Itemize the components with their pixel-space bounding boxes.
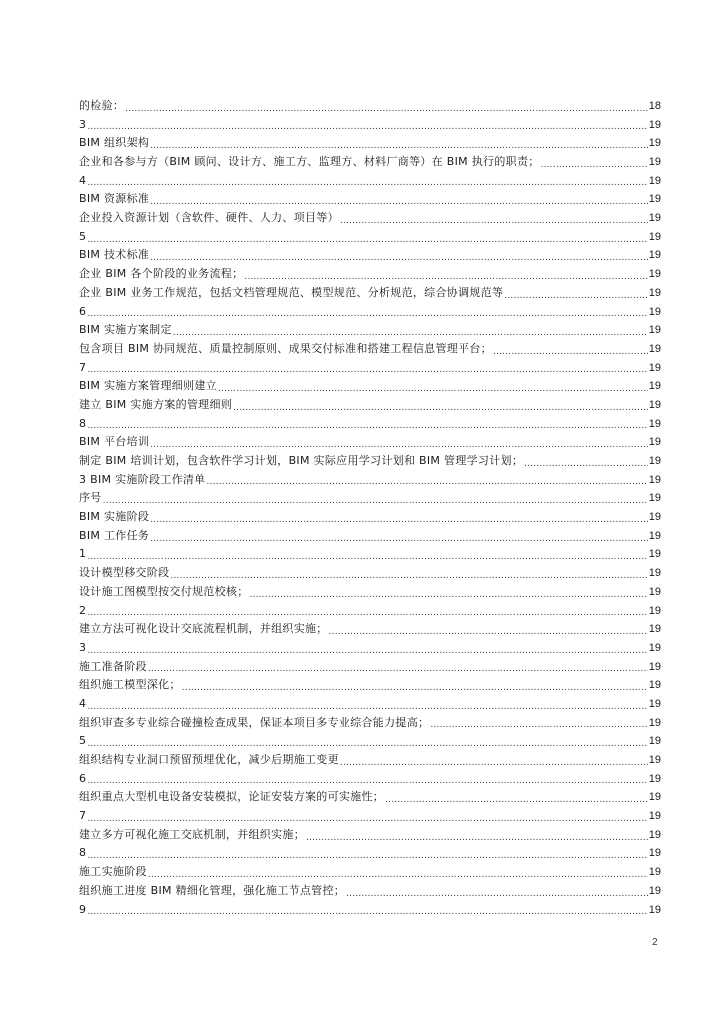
toc-entry-title: 2	[79, 603, 87, 617]
toc-dot-leader	[86, 770, 647, 789]
toc-entry-page-number: 19	[648, 810, 661, 823]
toc-dot-leader	[345, 882, 648, 901]
toc-entry[interactable]	[79, 116, 661, 135]
toc-entry-title: 3	[79, 640, 87, 654]
toc-entry-title: 组织审查多专业综合碰撞检查成果，保证本项目多专业综合能力提高；	[79, 715, 430, 729]
toc-entry-title: BIM 工作任务	[79, 528, 150, 542]
toc-entry[interactable]	[79, 97, 661, 116]
toc-entry[interactable]	[79, 377, 661, 396]
toc-entry-page-number: 19	[648, 342, 661, 355]
toc-entry-title: 8	[79, 846, 87, 860]
toc-entry-title: 5	[79, 229, 87, 243]
toc-entry[interactable]	[79, 845, 661, 864]
toc-entry-title: 制定 BIM 培训计划，包含软件学习计划，BIM 实际应用学习计划和 BIM 管理学习计划；	[79, 454, 524, 468]
toc-dot-leader	[147, 658, 648, 677]
toc-dot-leader	[181, 676, 648, 695]
toc-dot-leader	[86, 228, 647, 247]
toc-entry-page-number: 19	[648, 249, 661, 262]
toc-entry-title: 6	[79, 304, 87, 318]
toc-dot-leader	[147, 863, 648, 882]
toc-entry-page-number: 19	[648, 791, 661, 804]
toc-entry[interactable]	[79, 340, 661, 359]
toc-dot-leader	[86, 415, 647, 434]
toc-dot-leader	[86, 602, 647, 621]
toc-entry-page-number: 19	[648, 679, 661, 692]
toc-entry-page-number: 19	[648, 697, 661, 710]
toc-entry[interactable]	[79, 788, 661, 807]
toc-entry-title: 7	[79, 360, 87, 374]
toc-entry[interactable]	[79, 134, 661, 153]
toc-entry-page-number: 19	[648, 828, 661, 841]
toc-dot-leader	[149, 134, 648, 153]
toc-entry[interactable]	[79, 676, 661, 695]
toc-entry-title: 4	[79, 696, 87, 710]
toc-dot-leader	[124, 97, 648, 116]
toc-dot-leader	[523, 452, 648, 471]
toc-entry-page-number: 19	[648, 847, 661, 860]
toc-entry[interactable]	[79, 153, 661, 172]
toc-entry-page-number: 19	[648, 398, 661, 411]
toc-entry-title: 设计施工图模型按交付规范校核；	[79, 584, 249, 598]
toc-entry-title: BIM 实施方案制定	[79, 323, 172, 337]
toc-dot-leader	[205, 471, 647, 490]
toc-entry[interactable]	[79, 471, 661, 490]
toc-entry[interactable]	[79, 695, 661, 714]
toc-entry[interactable]	[79, 489, 661, 508]
toc-entry-page-number: 19	[648, 529, 661, 542]
toc-dot-leader	[540, 153, 648, 172]
toc-entry[interactable]	[79, 882, 661, 901]
toc-entry[interactable]	[79, 508, 661, 527]
toc-entry-page-number: 19	[648, 174, 661, 187]
toc-entry-page-number: 19	[648, 324, 661, 337]
toc-entry-title: 序号	[79, 491, 102, 505]
toc-entry-title: 8	[79, 416, 87, 430]
toc-entry-title: 建立方法可视化设计交底流程机制，并组织实施；	[79, 622, 328, 636]
toc-entry[interactable]	[79, 527, 661, 546]
toc-entry-page-number: 19	[648, 567, 661, 580]
page-number: 2	[652, 937, 658, 948]
toc-entry-title: BIM 技术标准	[79, 248, 150, 262]
toc-dot-leader	[86, 845, 647, 864]
toc-entry-title: 组织施工进度 BIM 精细化管理，强化施工节点管控；	[79, 883, 346, 897]
toc-dot-leader	[149, 527, 648, 546]
toc-entry-title: 组织施工模型深化；	[79, 678, 181, 692]
toc-dot-leader	[86, 546, 647, 565]
toc-entry[interactable]	[79, 265, 661, 284]
toc-entry-page-number: 19	[648, 193, 661, 206]
toc-entry[interactable]	[79, 209, 661, 228]
toc-entry-page-number: 19	[648, 884, 661, 897]
toc-entry-page-number: 19	[648, 417, 661, 430]
toc-dot-leader	[429, 714, 647, 733]
toc-dot-leader	[86, 695, 647, 714]
toc-entry-title: 组织重点大型机电设备安装模拟，论证安装方案的可实施性；	[79, 790, 385, 804]
toc-entry-page-number: 19	[648, 156, 661, 169]
toc-dot-leader	[339, 751, 648, 770]
toc-entry-title: 6	[79, 771, 87, 785]
toc-entry-page-number: 19	[648, 380, 661, 393]
toc-dot-leader	[86, 359, 647, 378]
toc-dot-leader	[102, 489, 648, 508]
toc-entry-page-number: 19	[648, 604, 661, 617]
toc-dot-leader	[86, 732, 647, 751]
table-of-contents	[79, 97, 661, 919]
toc-dot-leader	[243, 265, 647, 284]
toc-entry-title: 5	[79, 734, 87, 748]
toc-entry[interactable]	[79, 190, 661, 209]
toc-dot-leader	[86, 901, 647, 920]
toc-entry[interactable]	[79, 602, 661, 621]
toc-entry-page-number: 19	[648, 548, 661, 561]
toc-entry-page-number: 19	[648, 473, 661, 486]
toc-entry[interactable]	[79, 284, 661, 303]
toc-dot-leader	[232, 396, 648, 415]
toc-entry-page-number: 19	[648, 455, 661, 468]
toc-dot-leader	[172, 321, 648, 340]
toc-entry-title: 的检验：	[79, 98, 125, 112]
toc-dot-leader	[86, 639, 647, 658]
toc-entry-title: 施工实施阶段	[79, 865, 147, 879]
toc-entry-title: 9	[79, 902, 87, 916]
toc-entry[interactable]	[79, 714, 661, 733]
toc-entry-title: 企业 BIM 业务工作规范，包括文档管理规范、模型规范、分析规范，综合协调规范等	[79, 285, 504, 299]
toc-entry-page-number: 19	[648, 286, 661, 299]
toc-entry-page-number: 19	[648, 623, 661, 636]
toc-entry-title: 7	[79, 809, 87, 823]
toc-entry-page-number: 19	[648, 305, 661, 318]
toc-entry-page-number: 19	[648, 436, 661, 449]
toc-entry-page-number: 19	[648, 772, 661, 785]
toc-entry-title: BIM 组织架构	[79, 136, 150, 150]
toc-entry-title: 建立多方可视化施工交底机制，并组织实施；	[79, 827, 305, 841]
toc-entry-page-number: 19	[648, 230, 661, 243]
toc-entry-title: BIM 平台培训	[79, 435, 150, 449]
toc-entry[interactable]	[79, 751, 661, 770]
toc-entry-page-number: 19	[648, 903, 661, 916]
toc-entry[interactable]	[79, 321, 661, 340]
toc-entry-title: 企业投入资源计划（含软件、硬件、人力、项目等）	[79, 211, 339, 225]
toc-dot-leader	[86, 807, 647, 826]
toc-entry-page-number: 19	[648, 585, 661, 598]
toc-entry-page-number: 19	[648, 511, 661, 524]
toc-dot-leader	[149, 433, 648, 452]
toc-dot-leader	[149, 508, 648, 527]
toc-entry-title: 企业 BIM 各个阶段的业务流程；	[79, 267, 244, 281]
toc-dot-leader	[169, 564, 647, 583]
toc-entry[interactable]	[79, 901, 661, 920]
toc-dot-leader	[328, 620, 648, 639]
toc-entry-page-number: 19	[648, 212, 661, 225]
toc-entry[interactable]	[79, 620, 661, 639]
toc-dot-leader	[503, 284, 647, 303]
toc-entry-title: 1	[79, 547, 87, 561]
toc-entry-title: BIM 实施阶段	[79, 510, 150, 524]
toc-dot-leader	[305, 826, 648, 845]
toc-entry[interactable]	[79, 639, 661, 658]
toc-entry-title: 企业和各参与方（BIM 顾问、设计方、施工方、监理方、材料厂商等）在 BIM 执行的职责；	[79, 155, 540, 169]
toc-entry-page-number: 19	[648, 361, 661, 374]
toc-dot-leader	[86, 116, 647, 135]
toc-entry[interactable]	[79, 863, 661, 882]
toc-entry[interactable]	[79, 583, 661, 602]
toc-entry[interactable]	[79, 415, 661, 434]
toc-entry[interactable]	[79, 807, 661, 826]
toc-entry-title: 设计模型移交阶段	[79, 566, 170, 580]
toc-dot-leader	[384, 788, 648, 807]
toc-dot-leader	[492, 340, 648, 359]
toc-entry[interactable]	[79, 452, 661, 471]
toc-dot-leader	[217, 377, 648, 396]
toc-entry-page-number: 19	[648, 641, 661, 654]
toc-dot-leader	[149, 190, 648, 209]
toc-dot-leader	[339, 209, 648, 228]
toc-entry-title: 3	[79, 117, 87, 131]
toc-entry-title: 3 BIM 实施阶段工作清单	[79, 472, 206, 486]
toc-entry-page-number: 19	[648, 735, 661, 748]
toc-entry-page-number: 19	[648, 866, 661, 879]
toc-entry-title: 建立 BIM 实施方案的管理细则	[79, 397, 233, 411]
toc-entry-page-number: 19	[648, 716, 661, 729]
toc-entry[interactable]	[79, 658, 661, 677]
toc-entry[interactable]	[79, 433, 661, 452]
toc-entry-title: 包含项目 BIM 协同规范、质量控制原则、成果交付标准和搭建工程信息管理平台；	[79, 341, 492, 355]
toc-dot-leader	[86, 172, 647, 191]
toc-entry-page-number: 18	[648, 99, 661, 112]
toc-entry[interactable]	[79, 247, 661, 266]
toc-entry[interactable]	[79, 770, 661, 789]
toc-entry-page-number: 19	[648, 118, 661, 131]
toc-entry-page-number: 19	[648, 754, 661, 767]
toc-entry[interactable]	[79, 228, 661, 247]
toc-entry-page-number: 19	[648, 137, 661, 150]
toc-entry-page-number: 19	[648, 492, 661, 505]
toc-entry-title: BIM 实施方案管理细则建立	[79, 379, 217, 393]
toc-entry-title: 组织结构专业洞口预留预埋优化，减少后期施工变更	[79, 753, 339, 767]
toc-entry[interactable]	[79, 564, 661, 583]
toc-entry[interactable]	[79, 359, 661, 378]
toc-entry-title: BIM 资源标准	[79, 192, 150, 206]
toc-entry[interactable]	[79, 826, 661, 845]
toc-entry[interactable]	[79, 396, 661, 415]
toc-entry-page-number: 19	[648, 660, 661, 673]
toc-entry-page-number: 19	[648, 268, 661, 281]
toc-dot-leader	[249, 583, 648, 602]
toc-entry[interactable]	[79, 732, 661, 751]
toc-entry[interactable]	[79, 303, 661, 322]
toc-dot-leader	[86, 303, 647, 322]
toc-entry[interactable]	[79, 172, 661, 191]
toc-entry-title: 4	[79, 173, 87, 187]
toc-entry-title: 施工准备阶段	[79, 659, 147, 673]
toc-dot-leader	[149, 247, 648, 266]
toc-entry[interactable]	[79, 546, 661, 565]
